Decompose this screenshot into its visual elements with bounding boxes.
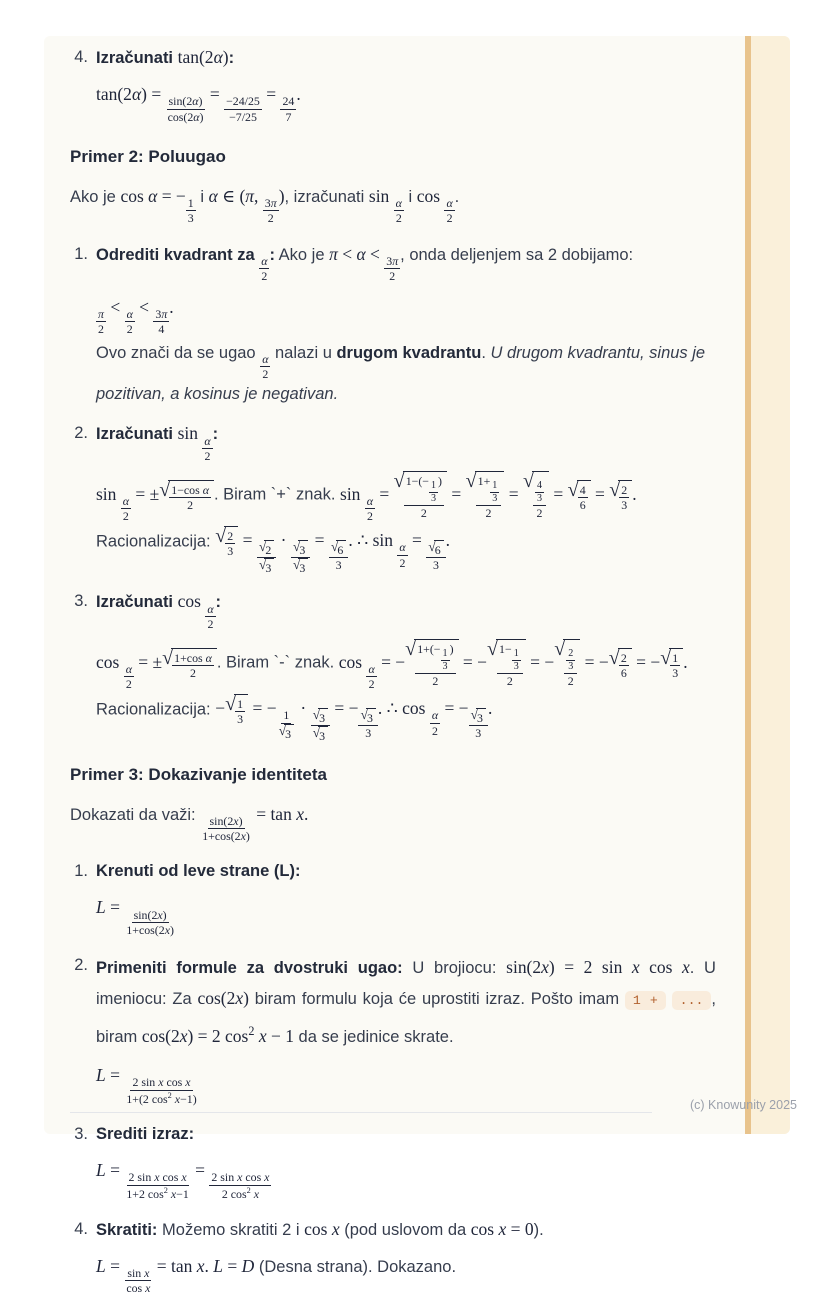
list-item-note: Racionalizacija: − √ 1 3 = − 1 √ 3 · √ 3 √ 3 = − √ $\frac{3}{3}$ . ∴ cos $\frac{\alpha}{2}$ = − √ $\frac{3}{3}$ . [96, 694, 716, 744]
list-item-text: Krenuti od leve strane (L): [96, 862, 301, 881]
paragraph-intro2: Ako je cos α = − $\frac{1}{3}$ i α ∈ (π, $\frac{3\pi}{2}$ ), izračunati sin $\frac{\alpha}{2}$ i cos $\frac{\alpha}{2}$ . [70, 185, 460, 226]
section-heading-primer3: Primer 3: Dokazivanje identiteta [70, 764, 327, 784]
list-number: 2. [74, 956, 88, 975]
inline-code-chip: 1 + [625, 991, 666, 1010]
divider [70, 1112, 652, 1113]
list-item-text: Izračunati cos $\frac{\alpha}{2}$ : [96, 591, 222, 632]
math-formula: L = $\frac{\text{2 sin x cos x}}{1+(2 \cos^2 x-1)}$ [96, 1065, 197, 1106]
list-item-text: Izračunati tan(2α): [96, 47, 235, 67]
list-item [70, 420, 716, 575]
list-item-note: Racionalizacija: √ 2 3 = √ 2 √ 3 · √ 3 √ 3 = √ $\frac{6}{3}$ . ∴ sin $\frac{\alpha}{2}$ = √ $\frac{6}{3}$ . [96, 526, 716, 576]
inline-code-chip: ... [672, 991, 712, 1010]
list-item-text: Skratiti: Možemo skratiti 2 i cos x (pod uslovom da cos x = 0). [96, 1218, 544, 1239]
list-item-body [96, 858, 716, 939]
math-formula: tan(2α) = $\frac{\sin(2\alpha)}{\cos(2\alpha)}$ = $\frac{-24/25}{-7/25}$ = $\frac{24}{7}$ . [96, 84, 301, 124]
math-formula: L = $\frac{\text{sin x}}{\text{cos x}}$ = tan x. L = D (Desna strana). Dokazano. [96, 1255, 457, 1296]
math-formula: sin $\frac{\alpha}{2}$ = ± √ 1−cos α 2 . Biram `+` znak. sin $\frac{\alpha}{2}$ = √ 1−(− $\frac{1}{3}$ ) 2 = √ 1+ $\frac{1}{3}$ 2 = √ $\frac{4}{3}$ 2 = √ 4 6 = √ 2 3 . [96, 471, 716, 523]
document-card [44, 36, 790, 1296]
page-edge-strip [751, 36, 790, 1134]
footer-credit: (c) Knowunity 2025 [689, 1098, 797, 1112]
list-item-body [96, 1121, 716, 1203]
math-formula: L = $\frac{\text{2 sin x cos x}}{1+2 \cos^2 x-1}$ = $\frac{\text{2 sin x cos x}}{2 \cos^2 x}$ [96, 1159, 270, 1201]
list-item-text: Primeniti formule za dvostruki ugao: U brojiocu: sin(2x) = 2 sin x cos x. U imeniocu: Za cos(2x) biram formulu koja će uprostiti izraz. Pošto imam 1 + ... , biram cos(2x) = 2 $\cos^2 x - 1$ da se jedinice skrate. [96, 957, 716, 1047]
list-item [70, 1216, 716, 1298]
math-formula: $\frac{\pi}{2}$ < $\frac{\alpha}{2}$ < $\frac{3\pi}{4}$ . [98, 296, 174, 337]
list-item-body [96, 952, 716, 1108]
list-number: 4. [74, 1219, 88, 1238]
list-item-body [96, 1216, 716, 1298]
section-heading-primer2: Primer 2: Poluugao [70, 146, 226, 166]
list-number: 3. [74, 592, 88, 611]
list-item-note: Ovo znači da se ugao $\frac{\alpha}{2}$ nalazi u drugom kvadrantu. U drugom kvadrantu, sinus je pozitivan, a kosinus je negativan. [96, 343, 706, 404]
list-number: 1. [74, 244, 88, 263]
list-item [70, 1121, 716, 1203]
list-item [70, 241, 716, 408]
list-item-text: Odrediti kvadrant za $\frac{\alpha}{2}$ : Ako je π < α < $\frac{3\pi}{2}$ , onda deljenjem sa 2 dobijamo: [96, 243, 634, 284]
list-item [70, 44, 716, 126]
list-item-text: Izračunati sin $\frac{\alpha}{2}$ : [96, 423, 219, 463]
list-number: 1. [74, 862, 88, 881]
list-number: 2. [74, 424, 88, 443]
list-number: 4. [74, 48, 88, 66]
list-number: 3. [74, 1124, 88, 1143]
page-accent-bar [745, 36, 751, 1134]
math-formula: cos $\frac{\alpha}{2}$ = ± √ 1+cos α 2 . Biram `-` znak. cos $\frac{\alpha}{2}$ = − √ 1+(− $\frac{1}{3}$ ) 2 = − √ 1− $\frac{1}{3}$ 2 = − √ $\frac{2}{3}$ 2 = − √ 2 6 = − √ 1 3 . [96, 639, 716, 691]
list-item [70, 858, 716, 939]
list-item-body [96, 44, 716, 126]
list-item [70, 952, 716, 1108]
list-item-text: Srediti izraz: [96, 1124, 195, 1143]
list-item-body [96, 420, 716, 575]
list-item-body [96, 588, 716, 743]
paragraph-intro3: Dokazati da važi: $\frac{\sin(2x)}{1+\cos(2x)}$ = tan x. [70, 803, 309, 844]
document-content [70, 44, 716, 1311]
list-item-body [96, 241, 716, 408]
list-item [70, 588, 716, 743]
math-formula: L = $\frac{\sin(2x)}{1+\cos(2x)}$ [96, 897, 174, 937]
